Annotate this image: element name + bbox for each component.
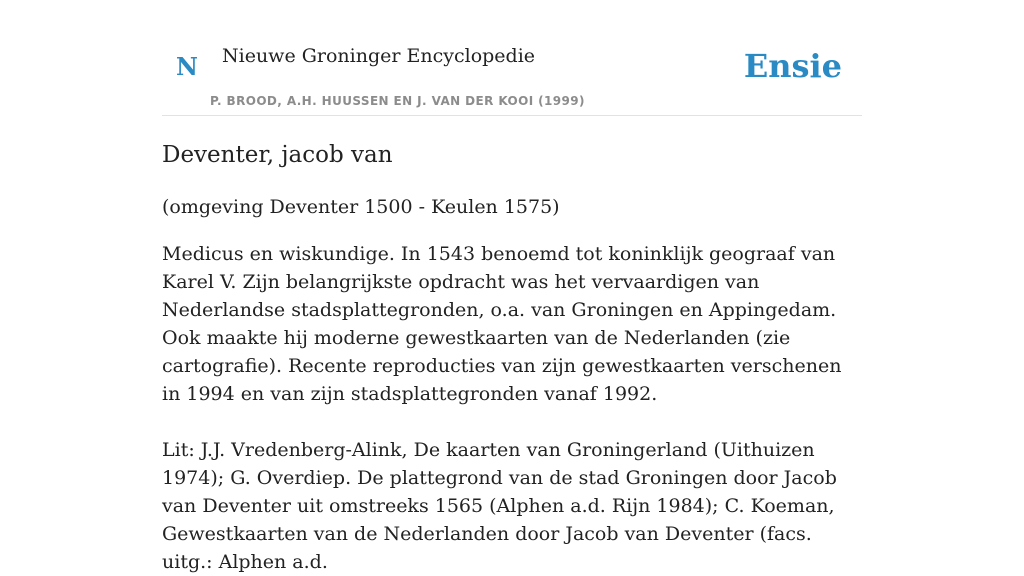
entry-body (162, 240, 862, 576)
book-logo-icon[interactable]: N (176, 52, 198, 81)
ensie-logo[interactable]: Ensie (743, 47, 842, 85)
entry-paragraph: Medicus en wiskundige. In 1543 benoemd tot koninklijk geograaf van Karel V. Zijn belangrijkste opdracht was het vervaardigen van Nederlandse stadsplattegronden, o.a. van Groningen en Appingedam. Ook maakte hij moderne gewestkaarten van de Nederlanden (zie cartografie). Recente reproducties van zijn gewestkaarten verschenen in 1994 en van zijn stadsplattegronden vanaf 1992. (162, 243, 842, 405)
entry-title: Deventer, jacob van (162, 142, 393, 168)
literature-paragraph: Lit: J.J. Vredenberg-Alink, De kaarten van Groningerland (Uithuizen 1974); G. Overdiep. De plattegrond van de stad Groningen door Jacob van Deventer uit omstreeks 1565 (Alphen a.d. Rijn 1984); C. Koeman, Gewestkaarten van de Nederlanden door Jacob van Deventer (facs. uitg.: Alphen a.d. (162, 439, 837, 573)
book-title[interactable]: Nieuwe Groninger Encyclopedie (222, 45, 536, 67)
book-authors: P. BROOD, A.H. HUUSSEN EN J. VAN DER KOOI (1999) (210, 94, 585, 108)
header (162, 0, 862, 116)
entry-subtitle: (omgeving Deventer 1500 - Keulen 1575) (162, 196, 560, 218)
paragraph-spacer (162, 408, 862, 436)
article (162, 116, 862, 576)
